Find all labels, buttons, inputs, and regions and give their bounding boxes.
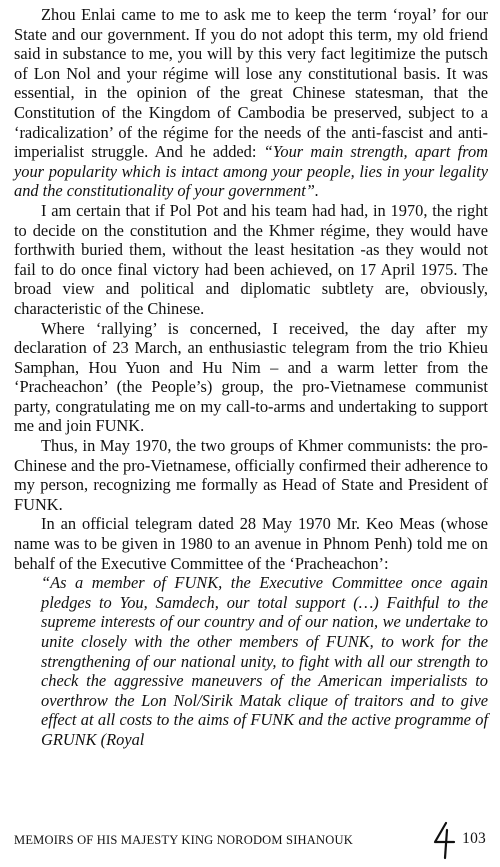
paragraph-1 xyxy=(14,5,488,201)
telegram-quote: “As a member of FUNK, the Executive Committee once again pledges to You, Samdech, our total support (…) Faithful to the supreme interests of our country and of our nation, we undertake to unite closely with the other members of FUNK, to work for the strengthening of our national unity, to fight with all our strength to check the aggressive maneuvers of the American imperialists to overthrow the Lon Nol/Sirik Matak clique of traitors and to give effect at all costs to the aims of FUNK and the active programme of GRUNK (Royal xyxy=(41,573,488,749)
zhou-enlai-quote: “Your main strength, apart from your popularity which is intact among your people, lies in your legality and the constitutionality of your government”. xyxy=(14,142,488,201)
paragraph-2: I am certain that if Pol Pot and his team had had, in 1970, the right to decide on the constitution and the Khmer régime, they would have forthwith buried them, without the least hesitation -as they would not fail to do once final victory had been achieved, on 17 April 1975. The broad view and political and diplomatic subtlety are, obviously, characteristic of the Chinese. xyxy=(14,200,488,318)
page-number: 103 xyxy=(462,830,486,847)
page-footer xyxy=(14,829,488,853)
paragraph-4: Thus, in May 1970, the two groups of Khmer communists: the pro-Chinese and the pro-Vietnamese, officially confirmed their adherence to my person, recognizing me formally as Head of State and President of FUNK. xyxy=(14,436,488,514)
handwritten-mark-icon xyxy=(430,821,460,861)
paragraph-5: In an official telegram dated 28 May 1970 Mr. Keo Meas (whose name was to be given in 1980 to an avenue in Phnom Penh) told me on behalf of the Executive Committee of the ‘Pracheachon’: xyxy=(14,514,488,573)
running-title: MEMOIRS OF HIS MAJESTY KING NORODOM SIHANOUK xyxy=(14,833,353,847)
body-text xyxy=(14,5,488,750)
paragraph-1-text: Zhou Enlai came to me to ask me to keep the term ‘royal’ for our State and our government. If you do not adopt this term, my old friend said in substance to me, you will by this very fact legitimize the putsch of Lon Nol and your régime will lose any constitutional basis. It was essential, in the opinion of the great Chinese statesman, that the Constitution of the Kingdom of Cambodia be preserved, subject to a ‘radicalization’ of the régime for the needs of the anti-fascist and anti-imperialist struggle. And he added: xyxy=(14,5,488,162)
paragraph-3: Where ‘rallying’ is concerned, I received, the day after my declaration of 23 March, an enthusiastic telegram from the trio Khieu Samphan, Hou Yuon and Hu Nim – and a warm letter from the ‘Pracheachon’ (the People’s) group, the pro-Vietnamese communist party, congratulating me on my call-to-arms and undertaking to support me and join FUNK. xyxy=(14,318,488,436)
